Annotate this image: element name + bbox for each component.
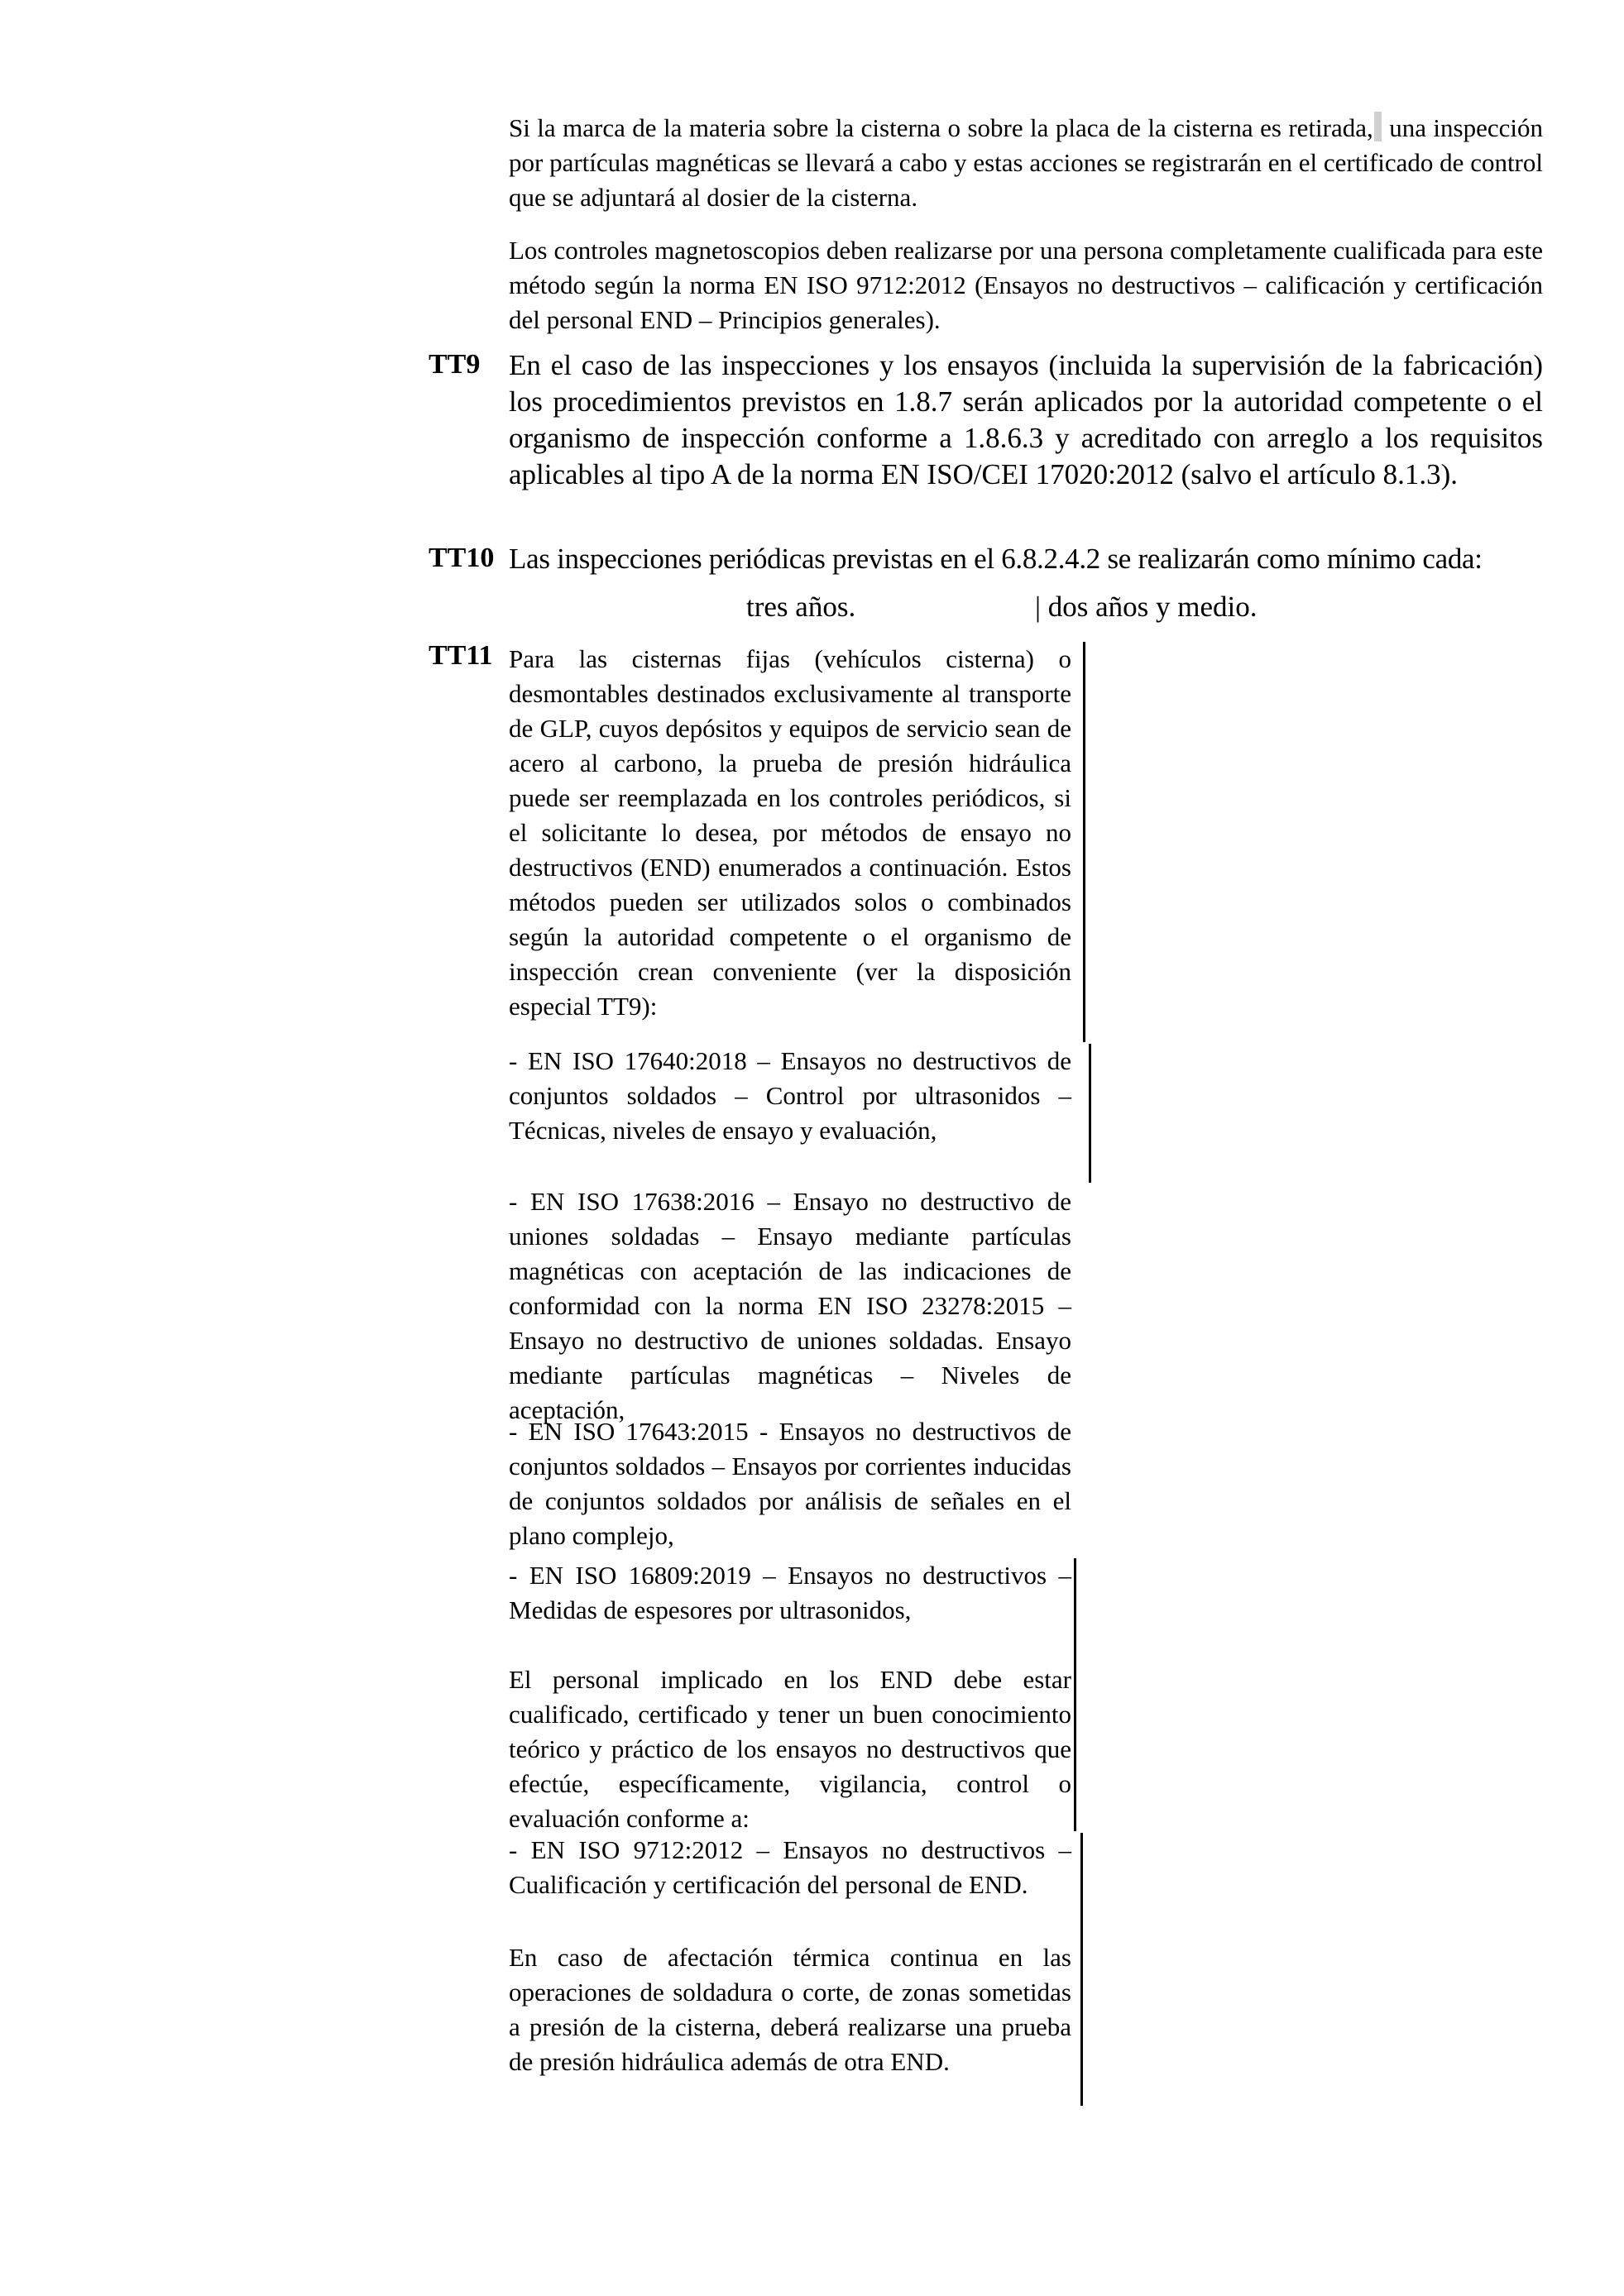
tt11-personnel: El personal implicado en los END debe estar cualificado, certificado y tener un buen conocimiento teórico y práctico de los ensayos no destructivos que efectúe, específicamente, vigilancia, control o evaluación conforme a: bbox=[509, 1665, 1071, 1833]
tt11-item-1: - EN ISO 17640:2018 – Ensayos no destructivos de conjuntos soldados – Control por ultrasonidos – Técnicas, niveles de ensayo y evaluación, bbox=[509, 1046, 1071, 1145]
intro-paragraph-1-start: Si la marca de la materia sobre la cisterna o sobre la placa de la cisterna es retirada, bbox=[509, 113, 1373, 142]
tt11-intro: Para las cisternas fijas (vehículos cisterna) o desmontables destinados exclusivamente al transporte de GLP, cuyos depósitos y equipos de servicio sean de acero al carbono, la prueba de presión hidráulica puede ser reemplazada en los controles periódicos, si el solicitante lo desea, por métodos de ensayo no destructivos (END) enumerados a continuación. Estos métodos pueden ser utilizados solos o combinados según la autoridad competente o el organismo de inspección crean conveniente (ver la disposición especial TT9): bbox=[509, 644, 1071, 1021]
tt11-label: TT11 bbox=[429, 640, 493, 671]
tt10-label: TT10 bbox=[429, 543, 495, 573]
change-bar-2 bbox=[1089, 1044, 1091, 1183]
tt9-text: En el caso de las inspecciones y los ensayos (incluida la supervisión de la fabricación) los procedimientos previstos en 1.8.7 serán aplicados por la autoridad competente o el organismo de inspección conforme a 1.8.6.3 y acreditado con arreglo a los requisitos aplicables al tipo A de la norma EN ISO/CEI 17020:2012 (salvo el artículo 8.1.3). bbox=[509, 349, 1543, 490]
intro-paragraph-1 bbox=[509, 111, 1543, 215]
tt10-text: Las inspecciones periódicas previstas en el 6.8.2.4.2 se realizarán como mínimo cada: bbox=[509, 543, 1483, 575]
tt11-closing: En caso de afectación térmica continua en las operaciones de soldadura o corte, de zonas sometidas a presión de la cisterna, deberá realizarse una prueba de presión hidráulica además de otra END. bbox=[509, 1943, 1071, 2076]
tt10-option-three-years: tres años. bbox=[746, 591, 856, 623]
change-bar-1 bbox=[1083, 642, 1085, 1042]
intro-paragraph-1-end: una inspección por partículas magnéticas se llevará a cabo y estas acciones se registrarán en el certificado de control que se adjuntará al dosier de la cisterna. bbox=[509, 113, 1543, 212]
tt11-item-2: - EN ISO 17638:2016 – Ensayo no destructivo de uniones soldadas – Ensayo mediante partículas magnéticas con aceptación de las indicaciones de conformidad con la norma EN ISO 23278:2015 – Ensayo no destructivo de uniones soldadas. Ensayo mediante partículas magnéticas – Niveles de aceptación, bbox=[509, 1187, 1071, 1424]
tt9-label: TT9 bbox=[429, 349, 481, 380]
text-cursor-icon bbox=[1374, 112, 1382, 141]
tt11-item-3: - EN ISO 17643:2015 - Ensayos no destructivos de conjuntos soldados – Ensayos por corrientes inducidas de conjuntos soldados por análisis de señales en el plano complejo, bbox=[509, 1417, 1071, 1550]
change-bar-4 bbox=[1080, 1833, 1083, 2106]
tt11-item-4: - EN ISO 16809:2019 – Ensayos no destructivos – Medidas de espesores por ultrasonidos, bbox=[509, 1561, 1071, 1624]
tt10-option-two-and-half-years: | dos años y medio. bbox=[1035, 591, 1258, 623]
tt11-standard: - EN ISO 9712:2012 – Ensayos no destructivos – Cualificación y certificación del personal de END. bbox=[509, 1835, 1071, 1899]
intro-paragraph-2: Los controles magnetoscopios deben realizarse por una persona completamente cualificada para este método según la norma EN ISO 9712:2012 (Ensayos no destructivos – calificación y certificación del personal END – Principios generales). bbox=[509, 236, 1543, 334]
change-bar-3 bbox=[1074, 1558, 1076, 1831]
